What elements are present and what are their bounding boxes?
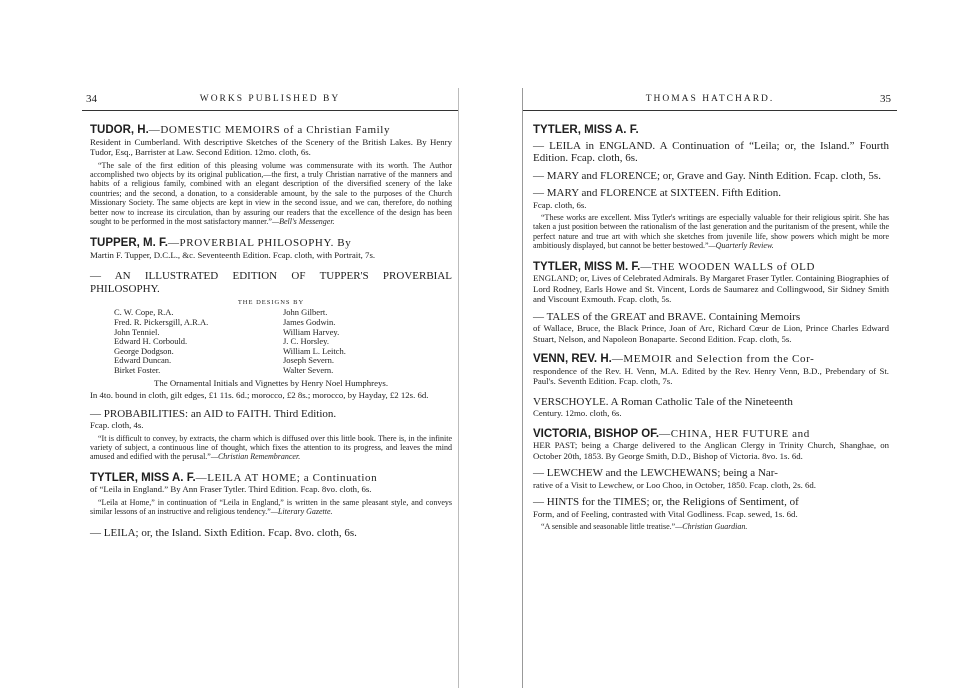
entry-mary-florence [533, 170, 889, 183]
entry-tudor [90, 124, 452, 226]
entry-title: — HINTS for the TIMES; or, the Religions of Sentiment, of [533, 496, 889, 509]
entry-title: — LEWCHEW and the LEWCHEWANS; being a Nar- [533, 467, 889, 480]
page-number: 34 [86, 93, 97, 105]
entry-title: —THE WOODEN WALLS of OLD [640, 260, 816, 273]
entry-mary-florence-sixteen [533, 187, 889, 251]
entry-details: ENGLAND; or, Lives of Celebrated Admirals. By Margaret Fraser Tytler. Containing Biographies of Lord Rodney, Earls Howe and St. Vincent, Lords de Saumarez and Collingwood, Sir Sidney Smith and Viscount Exmouth. Fcap. cloth, 5s. [533, 273, 889, 305]
entry-title: VERSCHOYLE. A Roman Catholic Tale of the Nineteenth [533, 395, 793, 408]
designer-name: Joseph Severn. [283, 355, 334, 366]
entry-details: HER PAST; being a Charge delivered to the Anglican Clergy in Trinity Church, Shanghae, on October 20th, 1853. By George Smith, D.D., Bishop of Victoria. 8vo. 1s. 6d. [533, 440, 889, 461]
entry-title: — MARY and FLORENCE; or, Grave and Gay. Ninth Edition. Fcap. cloth, 5s. [533, 170, 889, 183]
entry-author: VICTORIA, BISHOP OF. [533, 427, 660, 440]
quote-source: —Bell's Messenger. [271, 216, 335, 226]
entry-title: — MARY and FLORENCE at SIXTEEN. Fifth Edition. [533, 187, 889, 200]
quote-source: —Quarterly Review. [708, 241, 774, 251]
entry-title: —PROVERBIAL PHILOSOPHY. By [167, 237, 352, 250]
entry-details: Century. 12mo. cloth, 6s. [533, 408, 622, 419]
designer-name: John Tenniel. [114, 326, 160, 337]
left-page [82, 88, 459, 688]
entry-details: Form, and of Feeling, contrasted with Vital Godliness. Fcap. sewed, 1s. 6d. [533, 508, 798, 519]
entry-title: —CHINA, HER FUTURE and [659, 427, 810, 440]
entry-title: — AN ILLUSTRATED EDITION OF TUPPER'S PROVERBIAL PHILOSOPHY. [90, 270, 452, 295]
entry-probabilities [90, 408, 452, 462]
entry-title: — LEILA in ENGLAND. A Continuation of “Leila; or, the Island.” Fourth Edition. Fcap. cloth, 6s. [533, 140, 889, 165]
entry-lewchew [533, 467, 889, 490]
entry-title: —DOMESTIC MEMOIRS of a Christian Family [148, 124, 391, 136]
quote-source: —Christian Remembrancer. [210, 452, 301, 462]
binding-prices: In 4to. bound in cloth, gilt edges, £1 11s. 6d.; morocco, £2 8s.; morocco, by Hayday, £2 12s. 6d. [90, 390, 429, 400]
entry-author: TYTLER, MISS M. F. [533, 260, 641, 273]
entry-title: — PROBABILITIES: an AID to FAITH. Third Edition. [90, 408, 452, 421]
review-quote: “Leila at Home,” in continuation of “Leila in England,” is written in the same pleasant style, and conveys similar lessons of an instructive and religious tendency.”—Literary Gazette. [90, 497, 452, 517]
entry-tytler-leila-at-home [90, 472, 452, 517]
designer-name: J. C. Horsley. [283, 336, 329, 347]
entry-title: —MEMOIR and Selection from the Cor- [611, 353, 815, 366]
review-quote: “These works are excellent. Miss Tytler's writings are especially valuable for their religious spirit. She has taken a just position between the rationalism of the last generation and the puritanism of the present, while the perfect nature and true art with which she sketches from juvenile life, show powers which might be more ambitiously displayed, but cannot be better bestowed.”—Quarterly Review. [533, 213, 889, 251]
entry-victoria-bishop [533, 428, 889, 462]
entry-tupper [90, 237, 452, 260]
designers-heading: THE DESIGNS BY [237, 299, 305, 307]
designer-name: William Harvey. [283, 326, 340, 337]
review-quote: “It is difficult to convey, by extracts, the charm which is diffused over this little book. There is, in the infinite variety of subject, a continuous line of thought, which fixes the attention to its progress, and leaves the mind amused and edified with the perusal.”—Christian Remembrancer. [90, 433, 452, 462]
entry-details: respondence of the Rev. H. Venn, M.A. Edited by the Rev. Henry Venn, B.D., Prebendary of St. Paul's. Seventh Edition. Fcap. cloth, 7s. [533, 365, 889, 387]
entry-leila-england [533, 140, 889, 165]
entry-title: —LEILA AT HOME; a Continuation [195, 471, 378, 484]
designer-name: Edward Duncan. [114, 355, 172, 366]
running-title: WORKS PUBLISHED BY [199, 94, 341, 104]
entry-hints-times [533, 496, 889, 531]
designer-name: C. W. Cope, R.A. [114, 307, 174, 318]
entry-details: rative of a Visit to Lewchew, or Loo Choo, in October, 1850. Fcap. cloth, 2s. 6d. [533, 479, 817, 490]
review-quote: “The sale of the first edition of this pleasing volume was commensurate with its worth. The Author accomplished two objects by its original publication,—the first, a truly Christian narrative of the manners and habits of a religious family, combined with an elegant description of the diversified scenery of the lake countries; and the second, a donation, to a considerable amount, by the sale to the purposes of the Church Missionary Society. The same objects are kept in view in the second issue, and we can, therefore, do nothing better now to increase its circulation, than by assuring our readers that the excellence of the design has been sought to be performed in the most satisfactory manner.”—Bell's Messenger. [90, 160, 452, 226]
entry-details: Resident in Cumberland. With descriptive Sketches of the Scenery of the British Lakes. By Henry Tudor, Esq., Barrister at Law. Second Edition. 12mo. cloth, 6s. [90, 136, 452, 157]
entry-details: Martin F. Tupper, D.C.L., &c. Seventeenth Edition. Fcap. cloth, with Portrait, 7s. [90, 249, 376, 260]
quote-source: —Christian Guardian. [675, 522, 748, 532]
designer-name: George Dodgson. [114, 345, 174, 356]
review-quote: “A sensible and seasonable little treatise.”—Christian Guardian. [541, 522, 748, 532]
running-header [523, 88, 897, 111]
entry-venn [533, 353, 889, 387]
page-number: 35 [880, 93, 891, 105]
designers-list [90, 308, 452, 375]
entry-details: Fcap. cloth, 6s. [533, 199, 587, 210]
running-title: THOMAS HATCHARD. [645, 94, 775, 104]
entry-tytler-heading [533, 124, 889, 137]
entry-verschoyle [533, 396, 889, 419]
entry-author: TYTLER, MISS A. F. [533, 124, 639, 136]
entry-leila-island [90, 527, 452, 540]
right-page [522, 88, 897, 688]
entry-author: TUPPER, M. F. [90, 237, 168, 250]
designer-name: William L. Leitch. [283, 345, 346, 356]
designer-name: Walter Severn. [283, 364, 334, 375]
designer-name: John Gilbert. [283, 307, 328, 318]
designer-name: Birket Foster. [114, 364, 161, 375]
quote-source: —Literary Gazette. [270, 507, 333, 517]
entry-details: of Wallace, Bruce, the Black Prince, Joan of Arc, Richard Cœur de Lion, Prince Charles Edward Stuart, Nelson, and Napoleon Bonaparte. Second Edition. Fcap. cloth, 5s. [533, 323, 889, 344]
entry-title: — TALES of the GREAT and BRAVE. Containing Memoirs [533, 311, 889, 324]
entry-details: of “Leila in England.” By Ann Fraser Tytler. Third Edition. Fcap. 8vo. cloth, 6s. [90, 484, 372, 495]
entry-tales-great-brave [533, 311, 889, 345]
designer-name: Edward H. Corbould. [114, 336, 188, 347]
entry-illustrated-tupper [90, 270, 452, 400]
designer-name: James Godwin. [283, 316, 336, 327]
entry-author: TYTLER, MISS A. F. [90, 471, 196, 484]
ornament-credit: The Ornamental Initials and Vignettes by Henry Noel Humphreys. [153, 377, 389, 388]
running-header [82, 88, 458, 111]
entry-title: — LEILA; or, the Island. Sixth Edition. Fcap. 8vo. cloth, 6s. [90, 527, 452, 540]
entry-wooden-walls [533, 261, 889, 305]
entry-author: TUDOR, H. [90, 124, 149, 136]
designer-name: Fred. R. Pickersgill, A.R.A. [114, 316, 209, 327]
entry-author: VENN, REV. H. [533, 353, 612, 366]
entry-details: Fcap. cloth, 4s. [90, 420, 144, 430]
